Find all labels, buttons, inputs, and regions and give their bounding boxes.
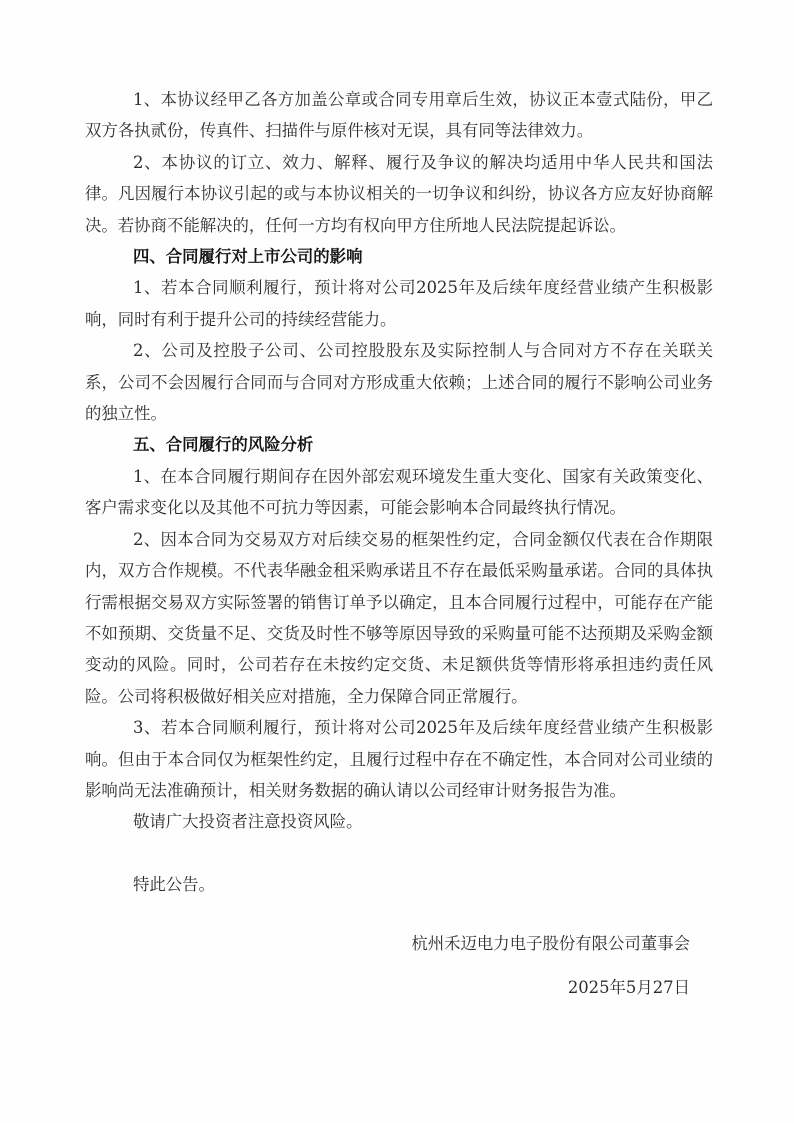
signature-block	[85, 928, 713, 1004]
signature-date: 2025年5月27日	[567, 977, 690, 997]
section-heading-impact: 四、合同履行对上市公司的影响	[133, 247, 363, 267]
paragraph-risk-2: 2、因本合同为交易双方对后续交易的框架性约定，合同金额仅代表在合作期限内，双方合作规模。不代表华融金租采购承诺且不存在最低采购量承诺。合同的具体执行需根据交易双方实际签署的销售订单予以确定，且本合同履行过程中，可能存在产能不如预期、交货量不足、交货及时性不够等原因导致的采购量可能不达预期及采购金额变动的风险。同时，公司若存在未按约定交货、未足额供货等情形将承担违约责任风险。公司将积极做好相关应对措施，全力保障合同正常履行。	[85, 529, 713, 706]
paragraph-risk-3: 3、若本合同顺利履行，预计将对公司2025年及后续年度经营业绩产生积极影响。但由于本合同仅为框架性约定，且履行过程中存在不确定性，本合同对公司业绩的影响尚无法准确预计，相关财务数据的确认请以公司经审计财务报告为准。	[85, 718, 713, 800]
paragraph-agreement-validity: 1、本协议经甲乙各方加盖公章或合同专用章后生效，协议正本壹式陆份，甲乙双方各执贰份，传真件、扫描件与原件核对无误，具有同等法律效力。	[85, 90, 713, 141]
paragraph-governing-law: 2、本协议的订立、效力、解释、履行及争议的解决均适用中华人民共和国法律。凡因履行本协议引起的或与本协议相关的一切争议和纠纷，协议各方应友好协商解决。若协商不能解决的，任何一方均有权向甲方住所地人民法院提起诉讼。	[85, 152, 713, 235]
signature-company: 杭州禾迈电力电子股份有限公司董事会	[411, 933, 690, 953]
paragraph-investor-notice: 敬请广大投资者注意投资风险。	[133, 812, 363, 832]
document-body	[85, 84, 713, 1003]
paragraph-impact-1: 1、若本合同顺利履行，预计将对公司2025年及后续年度经营业绩产生积极影响，同时有利于提升公司的持续经营能力。	[85, 278, 713, 329]
paragraph-announcement-closing: 特此公告。	[133, 875, 215, 895]
section-heading-risk: 五、合同履行的风险分析	[133, 435, 314, 455]
paragraph-risk-1: 1、在本合同履行期间存在因外部宏观环境发生重大变化、国家有关政策变化、客户需求变化以及其他不可抗力等因素，可能会影响本合同最终执行情况。	[85, 466, 713, 518]
paragraph-impact-2: 2、公司及控股子公司、公司控股股东及实际控制人与合同对方不存在关联关系，公司不会因履行合同而与合同对方形成重大依赖；上述合同的履行不影响公司业务的独立性。	[85, 341, 713, 424]
